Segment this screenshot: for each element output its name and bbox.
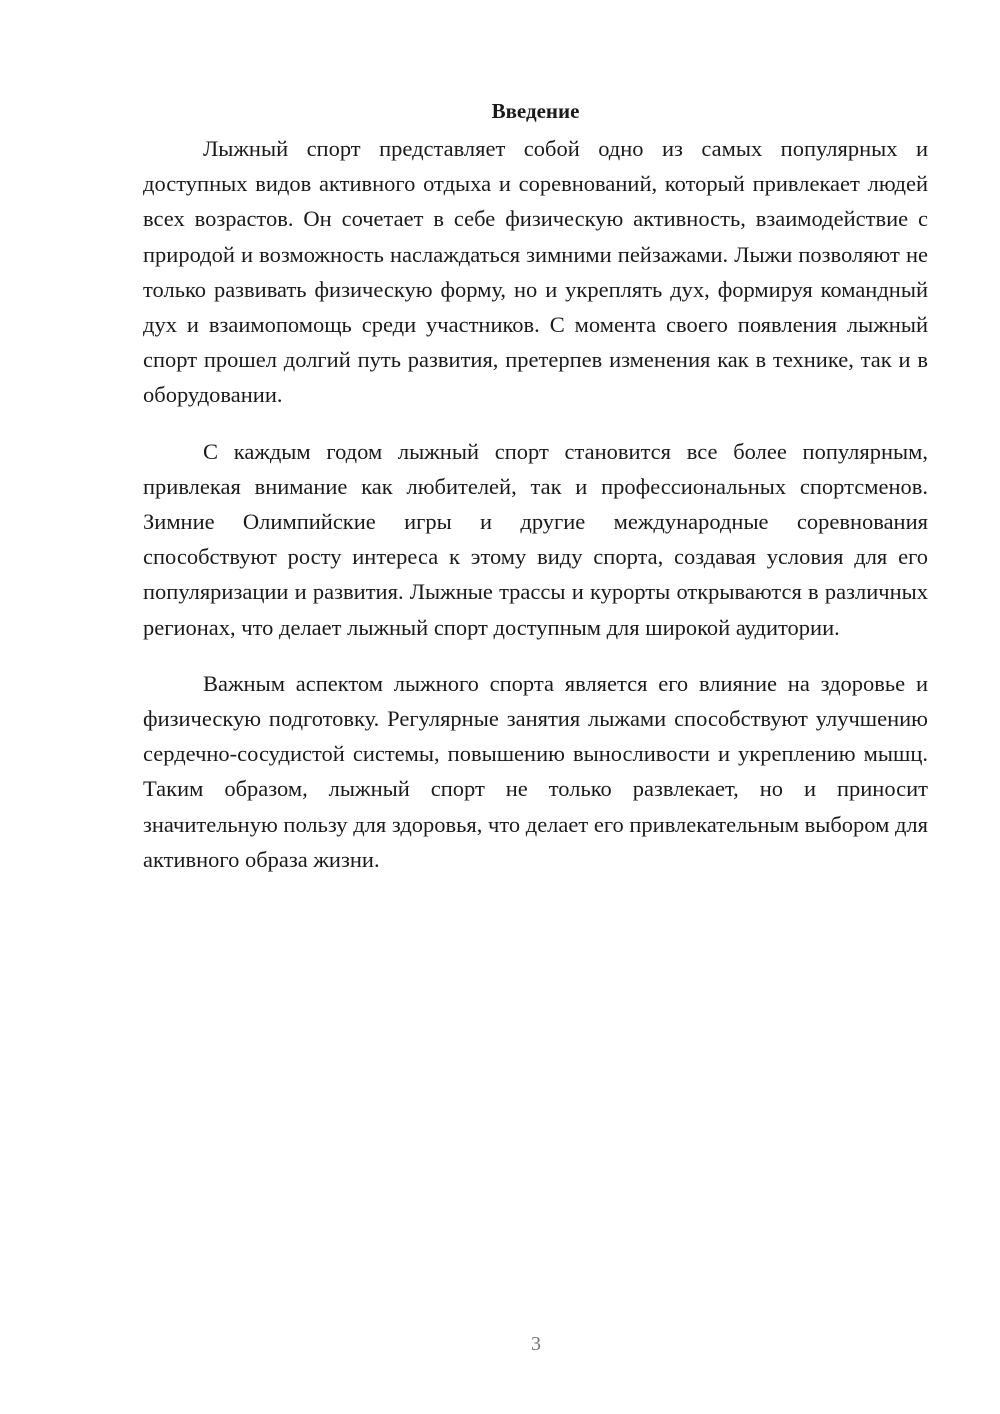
page-number: 3 xyxy=(531,1333,541,1355)
paragraph-2: С каждым годом лыжный спорт становится все более популярным, привлекая внимание как любителей, так и профессиональных спортсменов. Зимние Олимпийские игры и другие международные соревнования способствуют росту интереса к этому виду спорта, создавая условия для его популяризации и развития. Лыжные трассы и курорты открываются в различных регионах, что делает лыжный спорт доступным для широкой аудитории. xyxy=(143,438,928,640)
section-title: Введение xyxy=(491,99,580,123)
paragraph-1: Лыжный спорт представляет собой одно из самых популярных и доступных видов активного отдыха и соревнований, который привлекает людей всех возрастов. Он сочетает в себе физическую активность, взаимодействие с природой и возможность наслаждаться зимними пейзажами. Лыжи позволяют не только развивать физическую форму, но и укреплять дух, формируя командный дух и взаимопомощь среди участников. С момента своего появления лыжный спорт прошел долгий путь развития, претерпев изменения как в технике, так и в оборудовании. xyxy=(143,136,928,408)
page-content xyxy=(143,96,928,898)
paragraph-3: Важным аспектом лыжного спорта является его влияние на здоровье и физическую подготовку. Регулярные занятия лыжами способствуют улучшению сердечно-сосудистой системы, повышению выносливости и укреплению мышц. Таким образом, лыжный спорт не только развлекает, но и приносит значительную пользу для здоровья, что делает его привлекательным выбором для активного образа жизни. xyxy=(143,670,928,872)
